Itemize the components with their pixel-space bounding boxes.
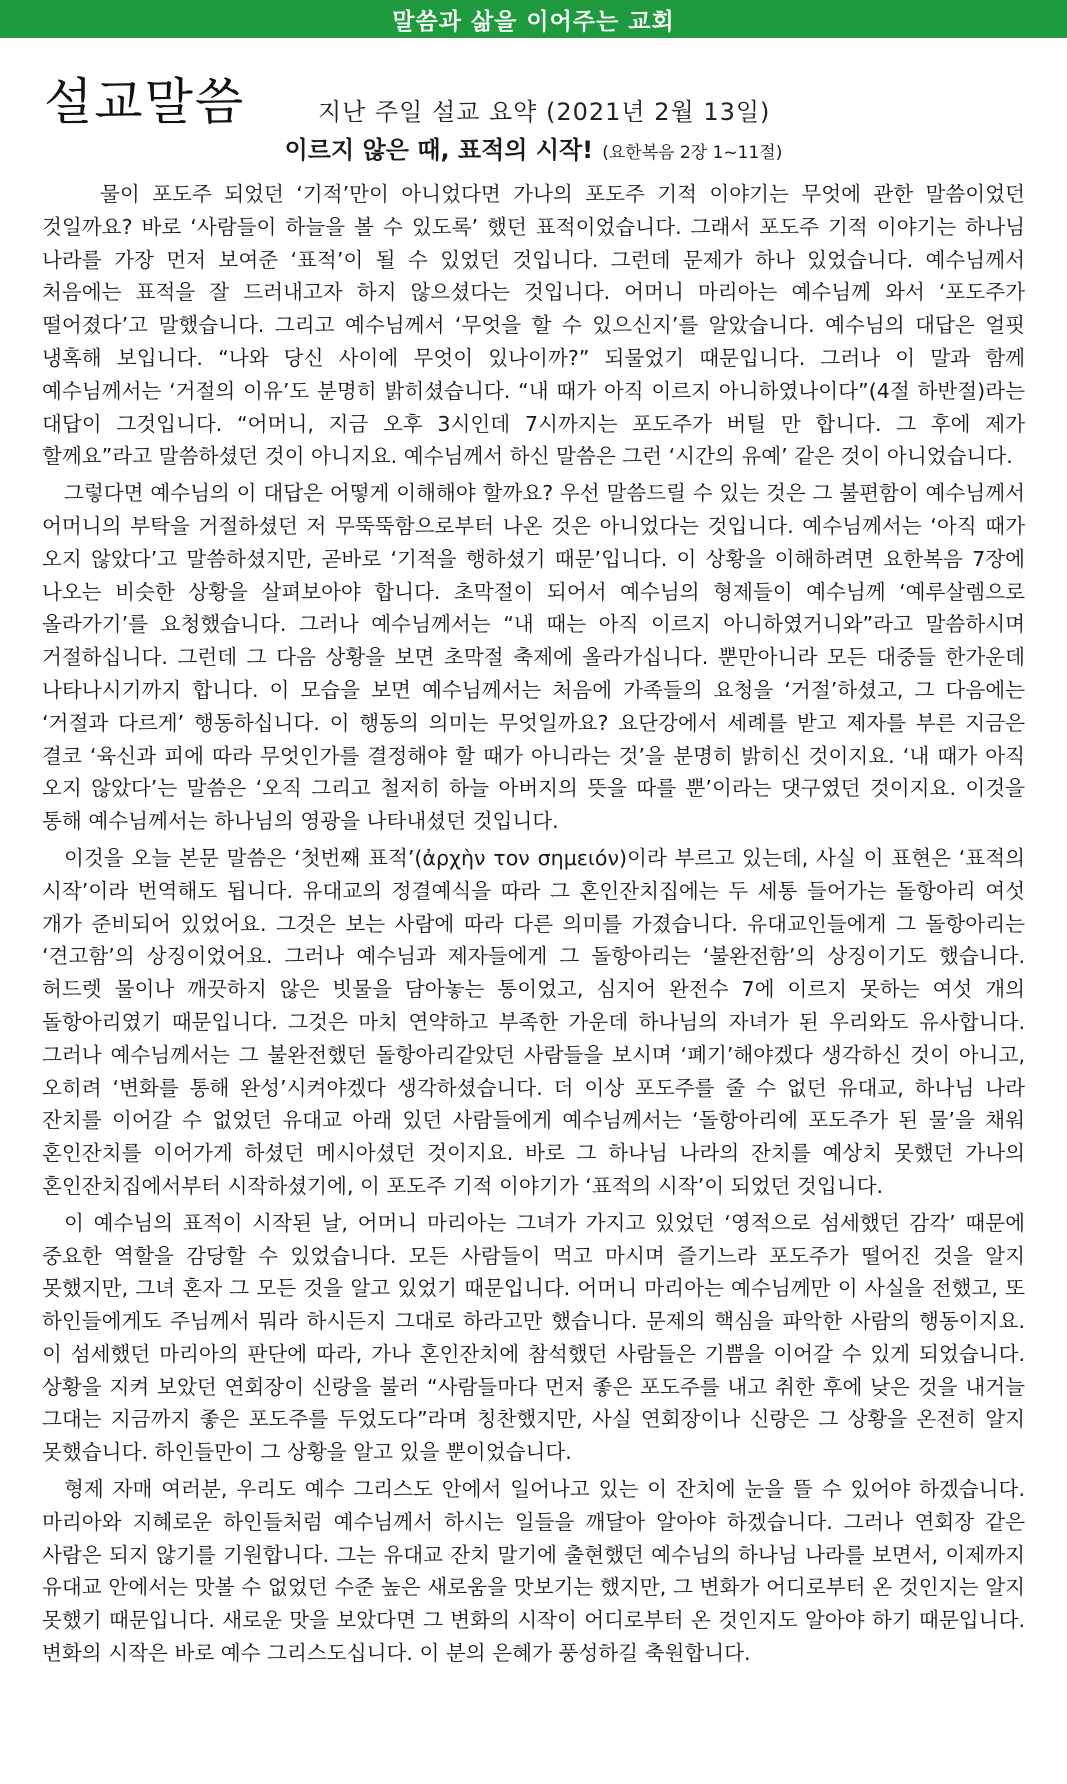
scripture-reference: (요한복음 2장 1~11절) <box>602 143 783 163</box>
sermon-header <box>0 38 1067 130</box>
sermon-paragraph-1: 물이 포도주 되었던 ‘기적’만이 아니었다면 가나의 포도주 기적 이야기는 무엇에 관한 말씀이었던 것일까요? 바로 ‘사람들이 하늘을 볼 수 있도록’ 했던 표적이었습니다. 그래서 포도주 기적 이야기는 하나님 나라를 가장 먼저 보여준 ‘표적’이 될 수 있었던 것입니다. 그런데 문제가 하나 있었습니다. 예수님께서 처음에는 표적을 잘 드러내고자 하지 않으셨다는 것입니다. 어머니 마리아는 예수님께 와서 ‘포도주가 떨어졌다’고 말했습니다. 그리고 예수님께서 ‘무엇을 할 수 있으신지’를 알았습니다. 예수님의 대답은 얼핏 냉혹해 보입니다. “나와 당신 사이에 무엇이 있나이까?” 되물었기 때문입니다. 그러나 이 말과 함께 예수님께서는 ‘거절의 이유’도 분명히 밝히셨습니다. “내 때가 아직 이르지 아니하였나이다”(4절 하반절)라는 대답이 그것입니다. “어머니, 지금 오후 3시인데 7시까지는 포도주가 버틸 만 합니다. 그 후에 제가 할께요”라고 말씀하셨던 것이 아니지요. 예수님께서 하신 말씀은 그런 ‘시간의 유예’ 같은 것이 아니었습니다. <box>42 182 1025 469</box>
section-title: 설교말씀 <box>44 73 246 131</box>
sermon-paragraph-4: 이 예수님의 표적이 시작된 날, 어머니 마리아는 그녀가 가지고 있었던 ‘영적으로 섬세했던 감각’ 때문에 중요한 역할을 감당할 수 있었습니다. 모든 사람들이 먹고 마시며 즐기느라 포도주가 떨어진 것을 알지 못했지만, 그녀 혼자 그 모든 것을 알고 있었기 때문입니다. 어머니 마리아는 예수님께만 이 사실을 전했고, 또 하인들에게도 주님께서 뭐라 하시든지 그대로 하라고만 했습니다. 문제의 핵심을 파악한 사람의 행동이지요. 이 섬세했던 마리아의 판단에 따라, 가나 혼인잔치에 참석했던 사람들은 기쁨을 이어갈 수 있게 되었습니다. 상황을 지켜 보았던 연회장이 신랑을 불러 “사람들마다 먼저 좋은 포도주를 내고 취한 후에 낮은 것을 내거늘 그대는 지금까지 좋은 포도주를 두었도다”라며 칭찬했지만, 사실 연회장이나 신랑은 그 상황을 온전히 알지 못했습니다. 하인들만이 그 상황을 알고 있을 뿐이었습니다. <box>42 1210 1025 1465</box>
sermon-paragraph-2: 그렇다면 예수님의 이 대답은 어떻게 이해해야 할까요? 우선 말씀드릴 수 있는 것은 그 불편함이 예수님께서 어머니의 부탁을 거절하셨던 저 무뚝뚝함으로부터 나온 것은 아니었다는 것입니다. 예수님께서는 ‘아직 때가 오지 않았다’고 말씀하셨지만, 곧바로 ‘기적을 행하셨기 때문’입니다. 이 상황을 이해하려면 요한복음 7장에 나오는 비슷한 상황을 살펴보아야 합니다. 초막절이 되어서 예수님의 형제들이 예수님께 ‘예루살렘으로 올라가기’를 요청했습니다. 그러나 예수님께서는 “내 때는 아직 이르지 아니하였거니와”라고 말씀하시며 거절하십니다. 그런데 그 다음 상황을 보면 초막절 축제에 올라가십니다. 뿐만아니라 모든 대중들 한가운데 나타나시기까지 합니다. 이 모습을 보면 예수님께서는 처음에 가족들의 요청을 ‘거절’하셨고, 그 다음에는 ‘거절과 다르게’ 행동하십니다. 이 행동의 의미는 무엇일까요? 요단강에서 세례를 받고 제자를 부른 지금은 결코 ‘육신과 피에 따라 무엇인가를 결정해야 할 때가 아니라는 것’을 분명히 밝히신 것이지요. ‘내 때가 아직 오지 않았다’는 말씀은 ‘오직 그리고 철저히 하늘 아버지의 뜻을 따를 뿐’이라는 댓구였던 것이지요. 이것을 통해 예수님께서는 하나님의 영광을 나타내셨던 것입니다. <box>42 481 1025 834</box>
sermon-paragraph-3: 이것을 오늘 본문 말씀은 ‘첫번째 표적’(ἀρχὴν τον σημειόν)이라 부르고 있는데, 사실 이 표현은 ‘표적의 시작’이라 번역해도 됩니다. 유대교의 정결예식을 따라 그 혼인잔치집에는 두 세통 들어가는 돌항아리 여섯 개가 준비되어 있었어요. 그것은 보는 사람에 따라 다른 의미를 가졌습니다. 유대교인들에게 그 돌항아리는 ‘견고함’의 상징이었어요. 그러나 예수님과 제자들에게 그 돌항아리는 ‘불완전함’의 상징이기도 했습니다. 허드렛 물이나 깨끗하지 않은 빗물을 담아놓는 통이었고, 심지어 완전수 7에 이르지 못하는 여섯 개의 돌항아리였기 때문입니다. 그것은 마치 연약하고 부족한 가운데 하나님의 자녀가 된 우리와도 유사합니다. 그러나 예수님께서는 그 불완전했던 돌항아리같았던 사람들을 보시며 ‘폐기’해야겠다 생각하신 것이 아니고, 오히려 ‘변화를 통해 완성’시켜야겠다 생각하셨습니다. 더 이상 포도주를 줄 수 없던 유대교, 하나님 나라 잔치를 이어갈 수 없었던 유대교 아래 있던 사람들에게 예수님께서는 ‘돌항아리에 포도주가 된 물’을 채워 혼인잔치를 이어가게 하셨던 메시아셨던 것이지요. 바로 그 하나님 나라의 잔치를 예상치 못했던 가나의 혼인잔치집에서부터 시작하셨기에, 이 포도주 기적 이야기가 ‘표적의 시작’이 되었던 것입니다. <box>42 845 1025 1198</box>
church-slogan: 말씀과 삶을 이어주는 교회 <box>392 8 675 35</box>
sermon-title: 이르지 않은 때, 표적의 시작! <box>284 136 594 164</box>
sermon-body <box>0 178 1067 1670</box>
summary-date-label: 지난 주일 설교 요약 (2021년 2월 13일) <box>318 98 771 126</box>
sermon-heading <box>0 130 1067 178</box>
church-slogan-banner <box>0 0 1067 38</box>
sermon-paragraph-5: 형제 자매 여러분, 우리도 예수 그리스도 안에서 일어나고 있는 이 잔치에 눈을 뜰 수 있어야 하겠습니다. 마리아와 지혜로운 하인들처럼 예수님께서 하시는 일들을 깨달아 알아야 하겠습니다. 그러나 연회장 같은 사람은 되지 않기를 기원합니다. 그는 유대교 잔치 말기에 출현했던 예수님의 하나님 나라를 보면서, 이제까지 유대교 안에서는 맛볼 수 없었던 수준 높은 새로움을 맛보기는 했지만, 그 변화가 어디로부터 온 것인지는 알지 못했기 때문입니다. 새로운 맛을 보았다면 그 변화의 시작이 어디로부터 온 것인지도 알아야 하기 때문입니다. 변화의 시작은 바로 예수 그리스도십니다. 이 분의 은혜가 풍성하길 축원합니다. <box>42 1477 1025 1666</box>
